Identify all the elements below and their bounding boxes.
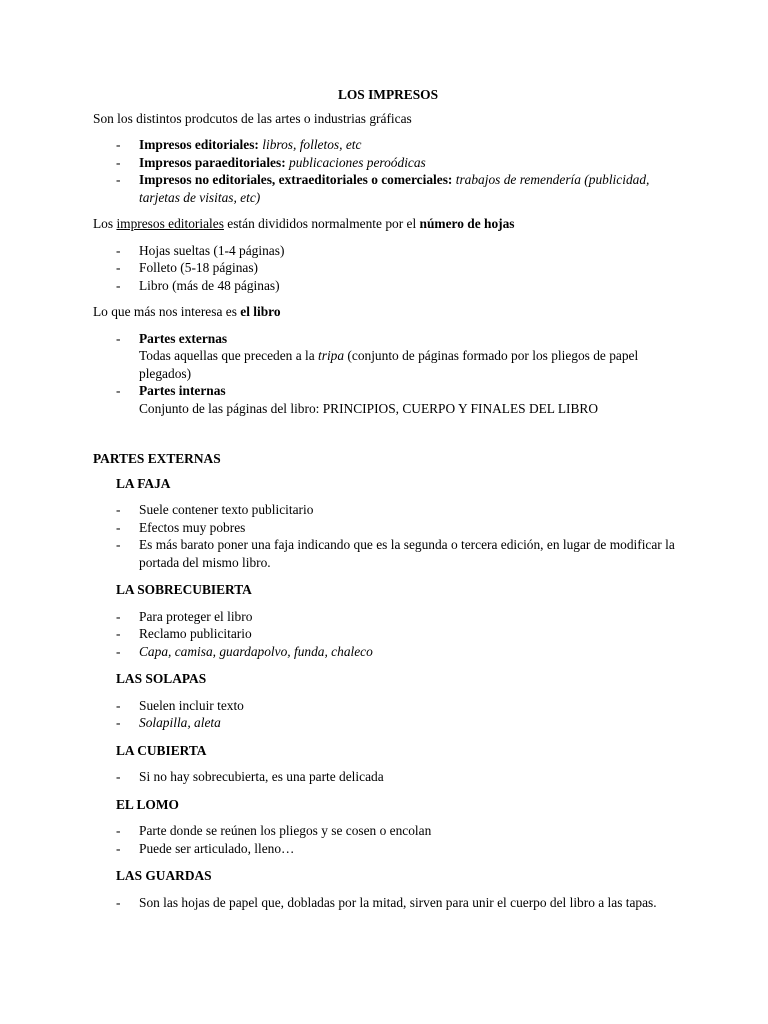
faja-section [93,475,683,572]
sobrecubierta-section [93,581,683,660]
solapas-section [93,670,683,732]
lomo-section [93,796,683,858]
list-item: - Parte donde se reúnen los pliegos y se cosen o encolan [93,822,683,840]
subsection-heading: LA FAJA [116,475,171,491]
document-page [93,86,683,921]
list-item: - Libro (más de 48 páginas) [93,277,683,295]
item-label: Impresos no editoriales, extraeditoriales o comerciales: [139,172,453,187]
list-item [93,171,683,206]
faja-list [93,501,683,571]
italic-term: tripa [318,348,345,363]
item-desc: libros, folletos, etc [262,137,362,152]
intro-paragraph: Son los distintos prodcutos de las artes o industrias gráficas [93,110,412,126]
list-item: - Suele contener texto publicitario [93,501,683,519]
cubierta-section [93,742,683,786]
lomo-list [93,822,683,857]
subsection-heading: LA CUBIERTA [116,742,207,758]
list-item: - Para proteger el libro [93,608,683,626]
list-item: - Partes externas Todas aquellas que preceden a la tripa (conjunto de páginas formado por los pliegos de papel plegados) [93,330,683,383]
guardas-list [93,894,683,912]
cubierta-list [93,768,683,786]
impresos-types-list [93,136,683,206]
item-desc: trabajos de remendería (publicidad, tarjetas de visitas, etc) [139,172,650,205]
list-item: - Suelen incluir texto [93,697,683,715]
list-item: - Puede ser articulado, lleno… [93,840,683,858]
item-label: Impresos paraeditoriales: [139,154,286,170]
bold-term: número de hojas [419,216,515,231]
item-label: Partes externas [139,330,228,346]
list-item: - Efectos muy pobres [93,519,683,537]
subsection-heading: LA SOBRECUBIERTA [116,582,252,597]
solapas-list [93,697,683,732]
list-item: - Si no hay sobrecubierta, es una parte delicada [93,768,683,786]
sobrecubierta-list [93,608,683,661]
list-item [93,136,683,154]
list-item: - Capa, camisa, guardapolvo, funda, chaleco [93,643,683,661]
item-label: Partes internas [139,383,226,398]
item-desc: publicaciones peroódicas [289,154,426,170]
partes-list [93,330,683,418]
list-item [93,154,683,172]
list-item: - Reclamo publicitario [93,625,683,643]
list-item: - Solapilla, aleta [93,714,683,732]
document-title: LOS IMPRESOS [337,87,439,102]
subsection-heading: LAS GUARDAS [116,868,212,883]
underlined-term: impresos editoriales [116,216,224,231]
bold-term: el libro [240,304,281,319]
list-item: - Es más barato poner una faja indicando que es la segunda o tercera edición, en lugar de modificar la portada del mismo libro. [93,536,683,571]
page-count-list [93,242,683,295]
list-item: - Folleto (5-18 páginas) [93,259,683,277]
interest-paragraph: Lo que más nos interesa es el libro [93,304,281,319]
list-item: - Son las hojas de papel que, dobladas por la mitad, sirven para unir el cuerpo del libro a las tapas. [93,894,683,912]
list-item: - Hojas sueltas (1-4 páginas) [93,242,683,260]
item-label: Impresos editoriales: [139,137,259,152]
subsection-heading: EL LOMO [116,796,179,812]
section-heading: PARTES EXTERNAS [93,451,221,466]
list-item: - Partes internas Conjunto de las páginas del libro: PRINCIPIOS, CUERPO Y FINALES DEL LIBRO [93,382,683,417]
subsection-heading: LAS SOLAPAS [116,671,207,686]
guardas-section [93,867,683,911]
editoriales-paragraph: Los impresos editoriales están divididos normalmente por el número de hojas [93,216,515,231]
